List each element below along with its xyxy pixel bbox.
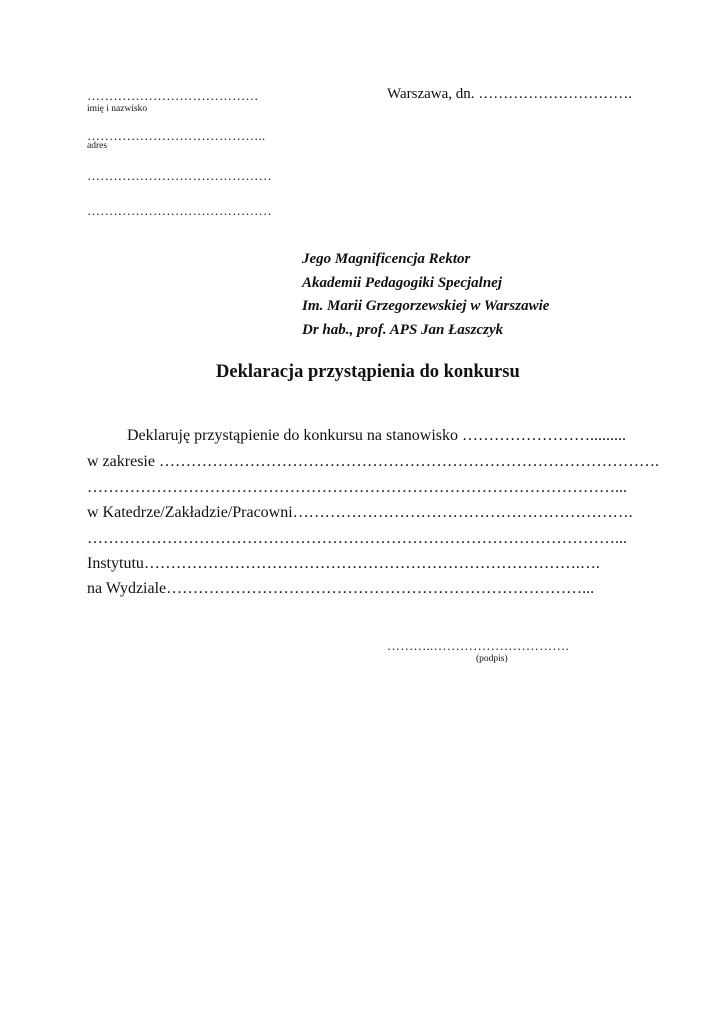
body-line: w zakresie ………………………………………………………………………………….	[87, 453, 659, 470]
body-line: ………………………………………………………………………………………...	[87, 530, 627, 547]
body-line: Deklaruję przystąpienie do konkursu na stanowisko …………………….........	[127, 427, 627, 444]
address-dots-1: …………………………………..	[87, 128, 266, 143]
body-line: w Katedrze/Zakładzie/Pracowni……………………………………………………….	[87, 504, 633, 521]
addressee-line: Dr hab., prof. APS Jan Łaszczyk	[302, 321, 504, 338]
body-line: ………………………………………………………………………………………...	[87, 479, 627, 496]
sender-name-dots: …………………………………	[87, 88, 259, 103]
addressee-line: Im. Marii Grzegorzewskiej w Warszawie	[302, 298, 550, 314]
body-line: na Wydziale……………………………………………………………………...	[87, 580, 595, 597]
sender-name-caption: imię i nazwisko	[87, 104, 148, 114]
addressee-line: Akademii Pedagogiki Specjalnej	[302, 274, 502, 291]
address-dots-3: ……………………………………	[87, 203, 272, 218]
signature-caption: (podpis)	[476, 654, 508, 664]
document-title: Deklaracja przystąpienia do konkursu	[216, 362, 520, 382]
addressee-line: Jego Magnificencja Rektor	[302, 251, 471, 267]
addressee-block	[302, 248, 549, 342]
place-date: Warszawa, dn. ………………………….	[387, 86, 633, 102]
signature-dots: ………..………………………….	[387, 638, 569, 653]
address-dots-2: ……………………………………	[87, 168, 272, 183]
body-line: Instytutu……………………………………………………………………….….	[87, 555, 600, 572]
address-caption: adres	[87, 141, 108, 151]
